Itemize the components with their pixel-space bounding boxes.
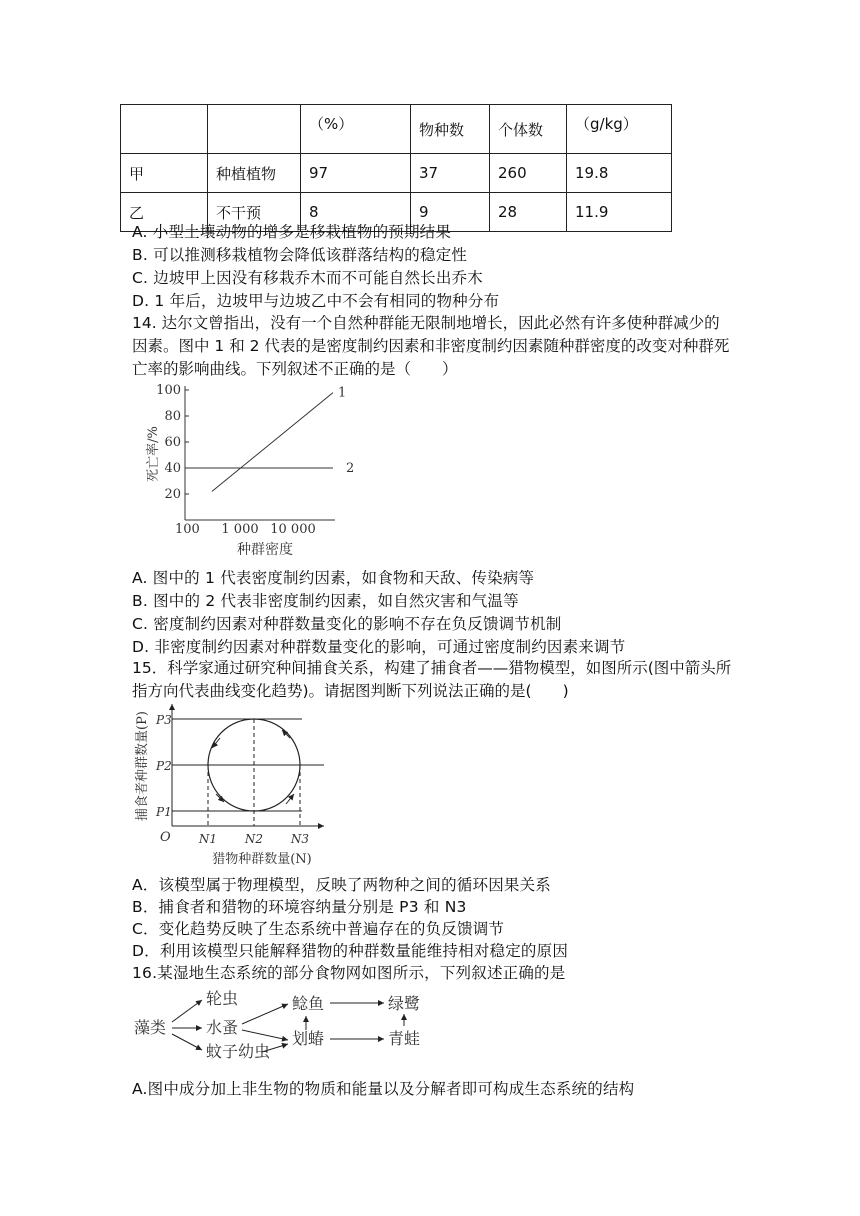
x-axis-label: 种群密度 bbox=[237, 542, 293, 558]
table-header-cell bbox=[208, 105, 301, 154]
table-cell: 乙 bbox=[121, 193, 208, 232]
table-cell: 11.9 bbox=[567, 193, 672, 232]
y-tick-label: 80 bbox=[164, 409, 181, 424]
n3-label: N3 bbox=[290, 832, 310, 846]
table-cell: 19.8 bbox=[567, 154, 672, 193]
table-header-cell: 物种数 bbox=[411, 105, 490, 154]
table-cell: 37 bbox=[411, 154, 490, 193]
table-header-cell bbox=[121, 105, 208, 154]
table-row bbox=[121, 154, 672, 193]
table-cell: 甲 bbox=[121, 154, 208, 193]
node-algae: 藻类 bbox=[134, 1018, 167, 1037]
q15-stem: 15．科学家通过研究种间捕食关系，构建了捕食者——猎物模型，如图所示(图中箭头所指方向代表曲线变化趋势)。请据图判断下列说法正确的是( ) bbox=[132, 659, 732, 700]
n2-label: N2 bbox=[244, 832, 264, 846]
q14-option-d: D. 非密度制约因素对种群数量变化的影响，可通过密度制约因素来调节 bbox=[132, 638, 626, 656]
y-tick-label: 20 bbox=[164, 487, 181, 502]
q14-option-c: C. 密度制约因素对种群数量变化的影响不存在负反馈调节机制 bbox=[132, 615, 562, 633]
q15-option-a: A．该模型属于物理模型，反映了两物种之间的循环因果关系 bbox=[132, 876, 552, 894]
node-catfish: 鲶鱼 bbox=[292, 994, 325, 1013]
arrow-icon bbox=[172, 1034, 202, 1050]
mortality-density-chart bbox=[135, 376, 375, 561]
q13-option-b: B. 可以推测移栽植物会降低该群落结构的稳定性 bbox=[132, 246, 468, 264]
q14-option-a: A. 图中的 1 代表密度制约因素，如食物和天敌、传染病等 bbox=[132, 569, 535, 587]
y-axis-label: 捕食者种群数量(P) bbox=[135, 711, 150, 821]
q15-option-d: D．利用该模型只能解释猎物的种群数量能维持相对稳定的原因 bbox=[132, 942, 569, 960]
q15-option-b: B．捕食者和猎物的环境容纳量分别是 P3 和 N3 bbox=[132, 898, 467, 916]
q16-stem: 16.某湿地生态系统的部分食物网如图所示，下列叙述正确的是 bbox=[132, 964, 566, 982]
table-cell: 8 bbox=[301, 193, 411, 232]
table-header-row bbox=[121, 105, 672, 154]
q14-option-b: B. 图中的 2 代表非密度制约因素，如自然灾害和气温等 bbox=[132, 592, 519, 610]
table-cell: 9 bbox=[411, 193, 490, 232]
arrow-icon bbox=[242, 1004, 288, 1024]
q15-option-c: C．变化趋势反映了生态系统中普遍存在的负反馈调节 bbox=[132, 920, 505, 938]
table-cell: 不干预 bbox=[208, 193, 301, 232]
table-cell: 97 bbox=[301, 154, 411, 193]
series-label-2: 2 bbox=[346, 461, 355, 476]
arrow-icon bbox=[242, 1030, 288, 1040]
n1-label: N1 bbox=[198, 832, 218, 846]
arrow-icon bbox=[286, 794, 294, 804]
p3-label: P3 bbox=[156, 713, 172, 727]
table-cell: 种植植物 bbox=[208, 154, 301, 193]
table-header-cell: （%） bbox=[301, 105, 411, 154]
x-axis-label: 猎物种群数量(N) bbox=[212, 852, 312, 867]
series-label-1: 1 bbox=[338, 385, 347, 401]
x-tick-label: 10 000 bbox=[270, 522, 316, 537]
q14-stem: 14. 达尔文曾指出，没有一个自然种群能无限制地增长，因此必然有许多使种群减少的因素。图中 1 和 2 代表的是密度制约因素和非密度制约因素随种群密度的改变对种群死亡率的影响曲线。下列叙述不正确的是（ ） bbox=[132, 314, 730, 378]
y-tick-label: 40 bbox=[164, 461, 181, 476]
q13-option-d: D. 1 年后，边坡甲与边坡乙中不会有相同的物种分布 bbox=[132, 292, 500, 310]
q13-option-c: C. 边坡甲上因没有移栽乔木而不可能自然长出乔木 bbox=[132, 269, 483, 287]
x-tick-label: 1 000 bbox=[221, 522, 259, 537]
y-axis-label: 死亡率/% bbox=[146, 426, 161, 482]
y-tick-label: 60 bbox=[164, 435, 181, 450]
node-water-boatman: 划蝽 bbox=[292, 1029, 325, 1048]
p1-label: P1 bbox=[156, 805, 172, 819]
arrow-icon bbox=[172, 1000, 202, 1022]
p2-label: P2 bbox=[156, 759, 172, 773]
node-water-flea: 水蚤 bbox=[206, 1018, 239, 1037]
data-table bbox=[120, 104, 672, 232]
table-cell: 28 bbox=[490, 193, 567, 232]
origin-label: O bbox=[160, 830, 171, 845]
table-header-cell: （g/kg） bbox=[567, 105, 672, 154]
q16-option-a: A.图中成分加上非生物的物质和能量以及分解者即可构成生态系统的结构 bbox=[132, 1080, 635, 1098]
node-rotifer: 轮虫 bbox=[206, 989, 239, 1008]
food-web-diagram bbox=[132, 984, 432, 1060]
series-line-1 bbox=[212, 393, 333, 492]
predator-prey-diagram bbox=[132, 700, 332, 868]
node-mosquito-larva: 蚊子幼虫 bbox=[206, 1042, 271, 1060]
y-tick-label: 100 bbox=[156, 383, 181, 398]
q13-option-a: A. 小型土壤动物的增多是移栽植物的预期结果 bbox=[132, 223, 452, 241]
table-header-cell: 个体数 bbox=[490, 105, 567, 154]
x-tick-label: 100 bbox=[175, 522, 200, 537]
node-frog: 青蛙 bbox=[388, 1029, 421, 1048]
table-cell: 260 bbox=[490, 154, 567, 193]
node-green-heron: 绿鹭 bbox=[388, 994, 421, 1013]
